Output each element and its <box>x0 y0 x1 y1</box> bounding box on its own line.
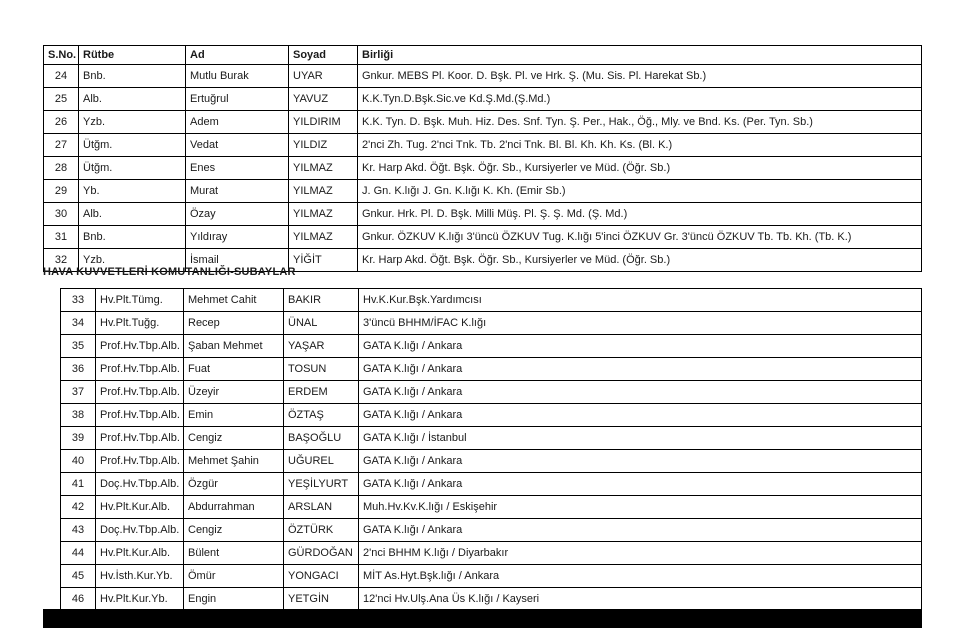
table-cell: GATA K.lığı / Ankara <box>359 335 922 358</box>
table-cell: Bnb. <box>79 65 186 88</box>
table-cell: 42 <box>61 496 96 519</box>
table-cell: Üzeyir <box>184 381 284 404</box>
officers-table-rows-24-32 <box>43 45 922 272</box>
table-cell: Yb. <box>79 180 186 203</box>
table-row <box>61 588 922 611</box>
table-row <box>61 427 922 450</box>
table-header-row <box>44 46 922 65</box>
table-cell: Murat <box>186 180 289 203</box>
table-cell: Hv.İsth.Kur.Yb. <box>96 565 184 588</box>
col-header-birligi: Birliği <box>358 46 922 65</box>
table-cell: YONGACI <box>284 565 359 588</box>
table-cell: Hv.Plt.Kur.Alb. <box>96 542 184 565</box>
table-cell: Yıldıray <box>186 226 289 249</box>
table-cell: YAŞAR <box>284 335 359 358</box>
table-cell: İsmail <box>186 249 289 272</box>
table-cell: Alb. <box>79 203 186 226</box>
table-row <box>44 180 922 203</box>
table-cell: YILDIZ <box>289 134 358 157</box>
table-cell: 26 <box>44 111 79 134</box>
table-cell: GATA K.lığı / Ankara <box>359 404 922 427</box>
table-cell: 40 <box>61 450 96 473</box>
table-cell: Vedat <box>186 134 289 157</box>
table-cell: YILMAZ <box>289 157 358 180</box>
table-cell: Abdurrahman <box>184 496 284 519</box>
table-cell: Mutlu Burak <box>186 65 289 88</box>
table-cell: Emin <box>184 404 284 427</box>
section-heading: HAVA KUVVETLERİ KOMUTANLIĞI-SUBAYLAR <box>43 266 296 278</box>
table-cell: 38 <box>61 404 96 427</box>
table-cell: Hv.K.Kur.Bşk.Yardımcısı <box>359 289 922 312</box>
table-cell: Prof.Hv.Tbp.Alb. <box>96 404 184 427</box>
redaction-bar <box>43 609 922 628</box>
table-cell: Prof.Hv.Tbp.Alb. <box>96 358 184 381</box>
table-cell: J. Gn. K.lığı J. Gn. K.lığı K. Kh. (Emir Sb.) <box>358 180 922 203</box>
table-cell: 29 <box>44 180 79 203</box>
table-row <box>61 404 922 427</box>
table-cell: Fuat <box>184 358 284 381</box>
table-cell: YILDIRIM <box>289 111 358 134</box>
table-cell: Cengiz <box>184 519 284 542</box>
table-cell: 41 <box>61 473 96 496</box>
table-cell: YAVUZ <box>289 88 358 111</box>
table-cell: GATA K.lığı / Ankara <box>359 519 922 542</box>
table-cell: Cengiz <box>184 427 284 450</box>
table-row <box>61 358 922 381</box>
table-cell: 44 <box>61 542 96 565</box>
table-row <box>44 226 922 249</box>
table-cell: 28 <box>44 157 79 180</box>
table-cell: YEŞİLYURT <box>284 473 359 496</box>
table-cell: Ertuğrul <box>186 88 289 111</box>
table-cell: 30 <box>44 203 79 226</box>
table-cell: Prof.Hv.Tbp.Alb. <box>96 335 184 358</box>
table-cell: Özay <box>186 203 289 226</box>
table-cell: 34 <box>61 312 96 335</box>
table-row <box>61 450 922 473</box>
table-cell: YETGİN <box>284 588 359 611</box>
table-cell: ÖZTAŞ <box>284 404 359 427</box>
table-cell: Prof.Hv.Tbp.Alb. <box>96 450 184 473</box>
table-cell: Enes <box>186 157 289 180</box>
table-cell: GÜRDOĞAN <box>284 542 359 565</box>
table-cell: Hv.Plt.Tümg. <box>96 289 184 312</box>
table-cell: 31 <box>44 226 79 249</box>
table-cell: GATA K.lığı / İstanbul <box>359 427 922 450</box>
table-cell: 39 <box>61 427 96 450</box>
table-cell: 27 <box>44 134 79 157</box>
table-cell: 36 <box>61 358 96 381</box>
table-cell: 24 <box>44 65 79 88</box>
table-cell: Muh.Hv.Kv.K.lığı / Eskişehir <box>359 496 922 519</box>
table-cell: UĞUREL <box>284 450 359 473</box>
table-cell: BAKIR <box>284 289 359 312</box>
table-cell: Bnb. <box>79 226 186 249</box>
table-cell: Gnkur. ÖZKUV K.lığı 3'üncü ÖZKUV Tug. K.lığı 5'inci ÖZKUV Gr. 3'üncü ÖZKUV Tb. Tb. Kh. (Tb. K.) <box>358 226 922 249</box>
table-cell: K.K.Tyn.D.Bşk.Sic.ve Kd.Ş.Md.(Ş.Md.) <box>358 88 922 111</box>
col-header-ad: Ad <box>186 46 289 65</box>
table-row <box>61 565 922 588</box>
table-cell: 12'nci Hv.Ulş.Ana Üs K.lığı / Kayseri <box>359 588 922 611</box>
table-cell: 33 <box>61 289 96 312</box>
table-cell: Doç.Hv.Tbp.Alb. <box>96 473 184 496</box>
table-row <box>44 111 922 134</box>
table-cell: Prof.Hv.Tbp.Alb. <box>96 381 184 404</box>
table-cell: ERDEM <box>284 381 359 404</box>
table-cell: GATA K.lığı / Ankara <box>359 358 922 381</box>
col-header-rutbe: Rütbe <box>79 46 186 65</box>
table-cell: Hv.Plt.Kur.Yb. <box>96 588 184 611</box>
table-cell: TOSUN <box>284 358 359 381</box>
table-row <box>61 381 922 404</box>
table-cell: 45 <box>61 565 96 588</box>
table-cell: Doç.Hv.Tbp.Alb. <box>96 519 184 542</box>
table-cell: YILMAZ <box>289 180 358 203</box>
table-row <box>61 542 922 565</box>
table-row <box>61 289 922 312</box>
table-cell: BAŞOĞLU <box>284 427 359 450</box>
table-cell: 37 <box>61 381 96 404</box>
table-row <box>44 203 922 226</box>
table-cell: Adem <box>186 111 289 134</box>
table-cell: 32 <box>44 249 79 272</box>
table-row <box>44 88 922 111</box>
table-row <box>61 496 922 519</box>
table-cell: Gnkur. MEBS Pl. Koor. D. Bşk. Pl. ve Hrk. Ş. (Mu. Sis. Pl. Harekat Sb.) <box>358 65 922 88</box>
table-cell: Alb. <box>79 88 186 111</box>
table-cell: 46 <box>61 588 96 611</box>
table-cell: 2'nci Zh. Tug. 2'nci Tnk. Tb. 2'nci Tnk. Bl. Bl. Kh. Kh. Ks. (Bl. K.) <box>358 134 922 157</box>
table-cell: Engin <box>184 588 284 611</box>
table-cell: ARSLAN <box>284 496 359 519</box>
table-cell: YILMAZ <box>289 226 358 249</box>
table-cell: ÖZTÜRK <box>284 519 359 542</box>
table-cell: Şaban Mehmet <box>184 335 284 358</box>
table-cell: Ütğm. <box>79 134 186 157</box>
table-cell: GATA K.lığı / Ankara <box>359 450 922 473</box>
table-cell: Prof.Hv.Tbp.Alb. <box>96 427 184 450</box>
table-cell: Mehmet Cahit <box>184 289 284 312</box>
table-cell: Recep <box>184 312 284 335</box>
table-row <box>61 335 922 358</box>
table-row <box>44 134 922 157</box>
table-cell: 3'üncü BHHM/İFAC K.lığı <box>359 312 922 335</box>
table-cell: UYAR <box>289 65 358 88</box>
table-cell: GATA K.lığı / Ankara <box>359 381 922 404</box>
table-cell: YILMAZ <box>289 203 358 226</box>
table-cell: Bülent <box>184 542 284 565</box>
table-cell: 2'nci BHHM K.lığı / Diyarbakır <box>359 542 922 565</box>
table-cell: Yzb. <box>79 249 186 272</box>
table-cell: Özgür <box>184 473 284 496</box>
table-cell: Hv.Plt.Tuğg. <box>96 312 184 335</box>
table-cell: Gnkur. Hrk. Pl. D. Bşk. Milli Müş. Pl. Ş. Ş. Md. (Ş. Md.) <box>358 203 922 226</box>
col-header-soyad: Soyad <box>289 46 358 65</box>
table-cell: 43 <box>61 519 96 542</box>
table-cell: Ütğm. <box>79 157 186 180</box>
table-cell: K.K. Tyn. D. Bşk. Muh. Hiz. Des. Snf. Tyn. Ş. Per., Hak., Öğ., Mly. ve Bnd. Ks. (Per. Tyn. Sb.) <box>358 111 922 134</box>
col-header-sno: S.No. <box>44 46 79 65</box>
table-cell: ÜNAL <box>284 312 359 335</box>
table-cell: 35 <box>61 335 96 358</box>
table-row <box>61 473 922 496</box>
table-cell: MİT As.Hyt.Bşk.lığı / Ankara <box>359 565 922 588</box>
table-cell: 25 <box>44 88 79 111</box>
table-row <box>44 65 922 88</box>
officers-table-rows-33-47 <box>60 288 922 628</box>
table-row <box>44 157 922 180</box>
table-row <box>61 312 922 335</box>
table-cell: Yzb. <box>79 111 186 134</box>
table-cell: GATA K.lığı / Ankara <box>359 473 922 496</box>
table-cell: Hv.Plt.Kur.Alb. <box>96 496 184 519</box>
table-cell: Kr. Harp Akd. Öğt. Bşk. Öğr. Sb., Kursiyerler ve Müd. (Öğr. Sb.) <box>358 157 922 180</box>
table-cell: YİĞİT <box>289 249 358 272</box>
table-cell: Ömür <box>184 565 284 588</box>
table-cell: Mehmet Şahin <box>184 450 284 473</box>
table-row <box>61 519 922 542</box>
table-cell: Kr. Harp Akd. Öğt. Bşk. Öğr. Sb., Kursiyerler ve Müd. (Öğr. Sb.) <box>358 249 922 272</box>
